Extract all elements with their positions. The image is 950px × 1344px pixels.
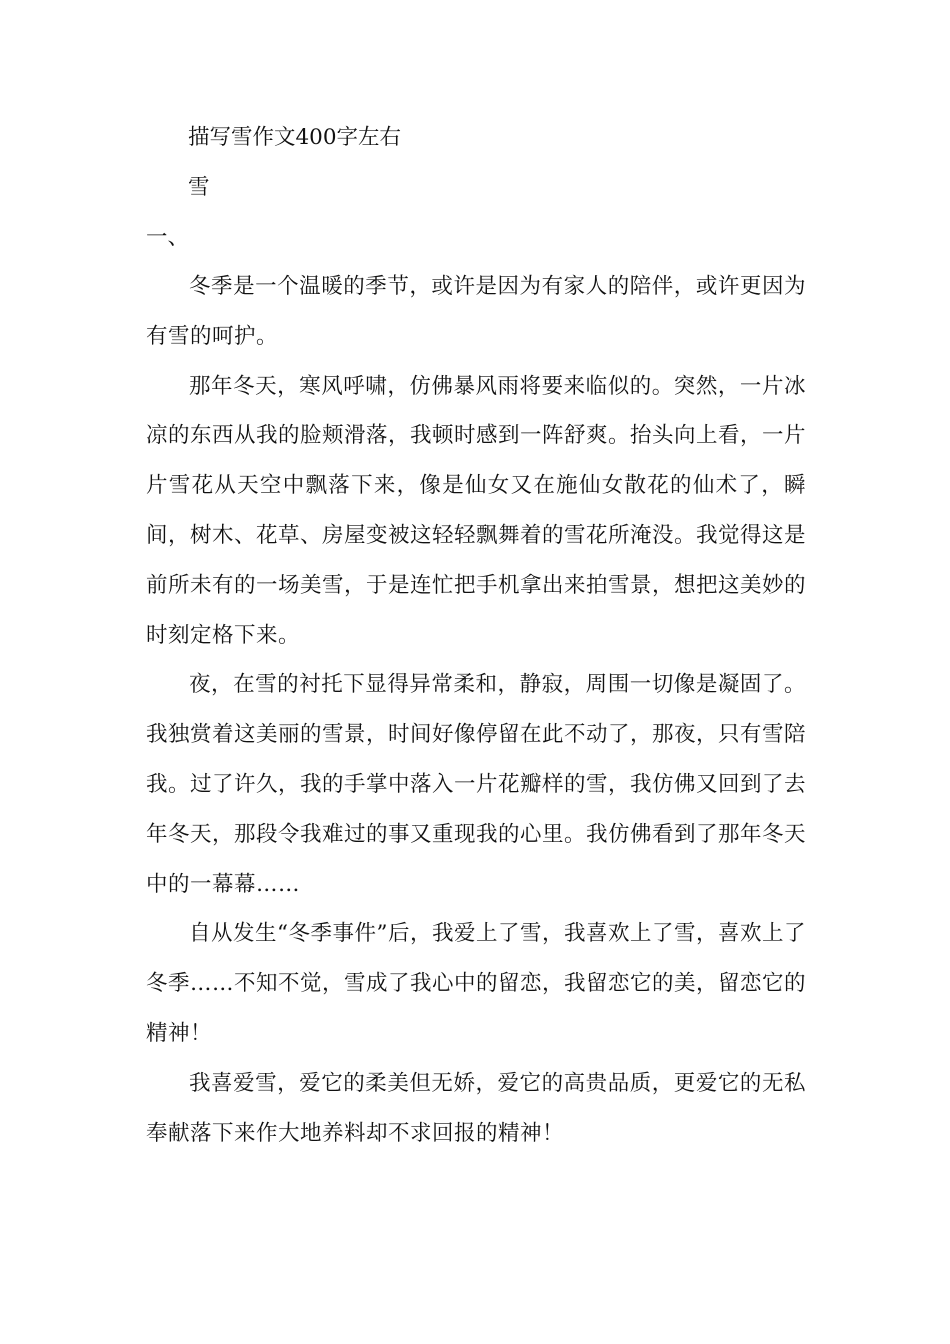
paragraph-4: 自从发生“冬季事件”后，我爱上了雪，我喜欢上了雪，喜欢上了冬季……不知不觉，雪成了我心中的留恋，我留恋它的美，留恋它的精神！ (146, 921, 807, 1046)
paragraph-3: 夜，在雪的衬托下显得异常柔和，静寂，周围一切像是凝固了。我独赏着这美丽的雪景，时间好像停留在此不动了，那夜，只有雪陪我。过了许久，我的手掌中落入一片花瓣样的雪，我仿佛又回到了去年冬天，那段令我难过的事又重现我的心里。我仿佛看到了那年冬天中的一幕幕…… (146, 672, 807, 897)
section-label: 一、 (146, 225, 190, 250)
body-text (146, 262, 806, 1158)
paragraph-1: 冬季是一个温暖的季节，或许是因为有家人的陪伴，或许更因为有雪的呵护。 (146, 274, 806, 349)
paragraph-5: 我喜爱雪，爱它的柔美但无娇，爱它的高贵品质，更爱它的无私奉献落下来作大地养料却不求回报的精神！ (146, 1070, 806, 1146)
document-subtitle: 雪 (188, 175, 210, 200)
document-title: 描写雪作文400字左右 (188, 125, 402, 150)
paragraph-2: 那年冬天，寒风呼啸，仿佛暴风雨将要来临似的。突然，一片冰凉的东西从我的脸颊滑落，我顿时感到一阵舒爽。抬头向上看，一片片雪花从天空中飘落下来，像是仙女又在施仙女散花的仙术了，瞬间，树木、花草、房屋变被这轻轻飘舞着的雪花所淹没。我觉得这是前所未有的一场美雪，于是连忙把手机拿出来拍雪景，想把这美妙的时刻定格下来。 (146, 373, 807, 648)
